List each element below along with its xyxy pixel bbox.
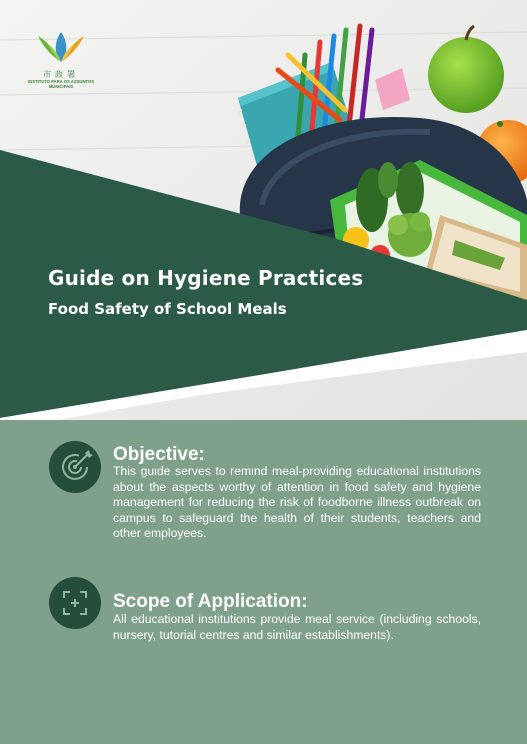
page-title: Guide on Hygiene Practices — [48, 266, 364, 290]
target-icon — [49, 441, 101, 493]
objective-text: This guide serves to remind meal-providing educational institutions about the aspects worthy of attention in food safety and hygiene management for reducing the risk of foodborne illness outbreak on campus to safeguard the health of their students, teachers and other employees. — [113, 464, 481, 540]
logo-chinese-name: 市政署 — [43, 70, 79, 79]
objective-icon-badge — [49, 441, 101, 493]
scope-heading: Scope of Application: — [113, 591, 308, 612]
scope-text: All educational institutions provide meal service (including schools, nursery, tutorial centres and similar establishments). — [113, 612, 481, 642]
scope-icon-badge — [49, 577, 101, 629]
logo-portuguese-name: INSTITUTO PARA OS ASSUNTOS MUNICIPAIS — [28, 79, 94, 89]
page-subtitle: Food Safety of School Meals — [48, 300, 287, 318]
objective-heading: Objective: — [113, 444, 205, 465]
logo-emblem — [30, 30, 92, 70]
focus-frame-icon — [49, 577, 101, 629]
